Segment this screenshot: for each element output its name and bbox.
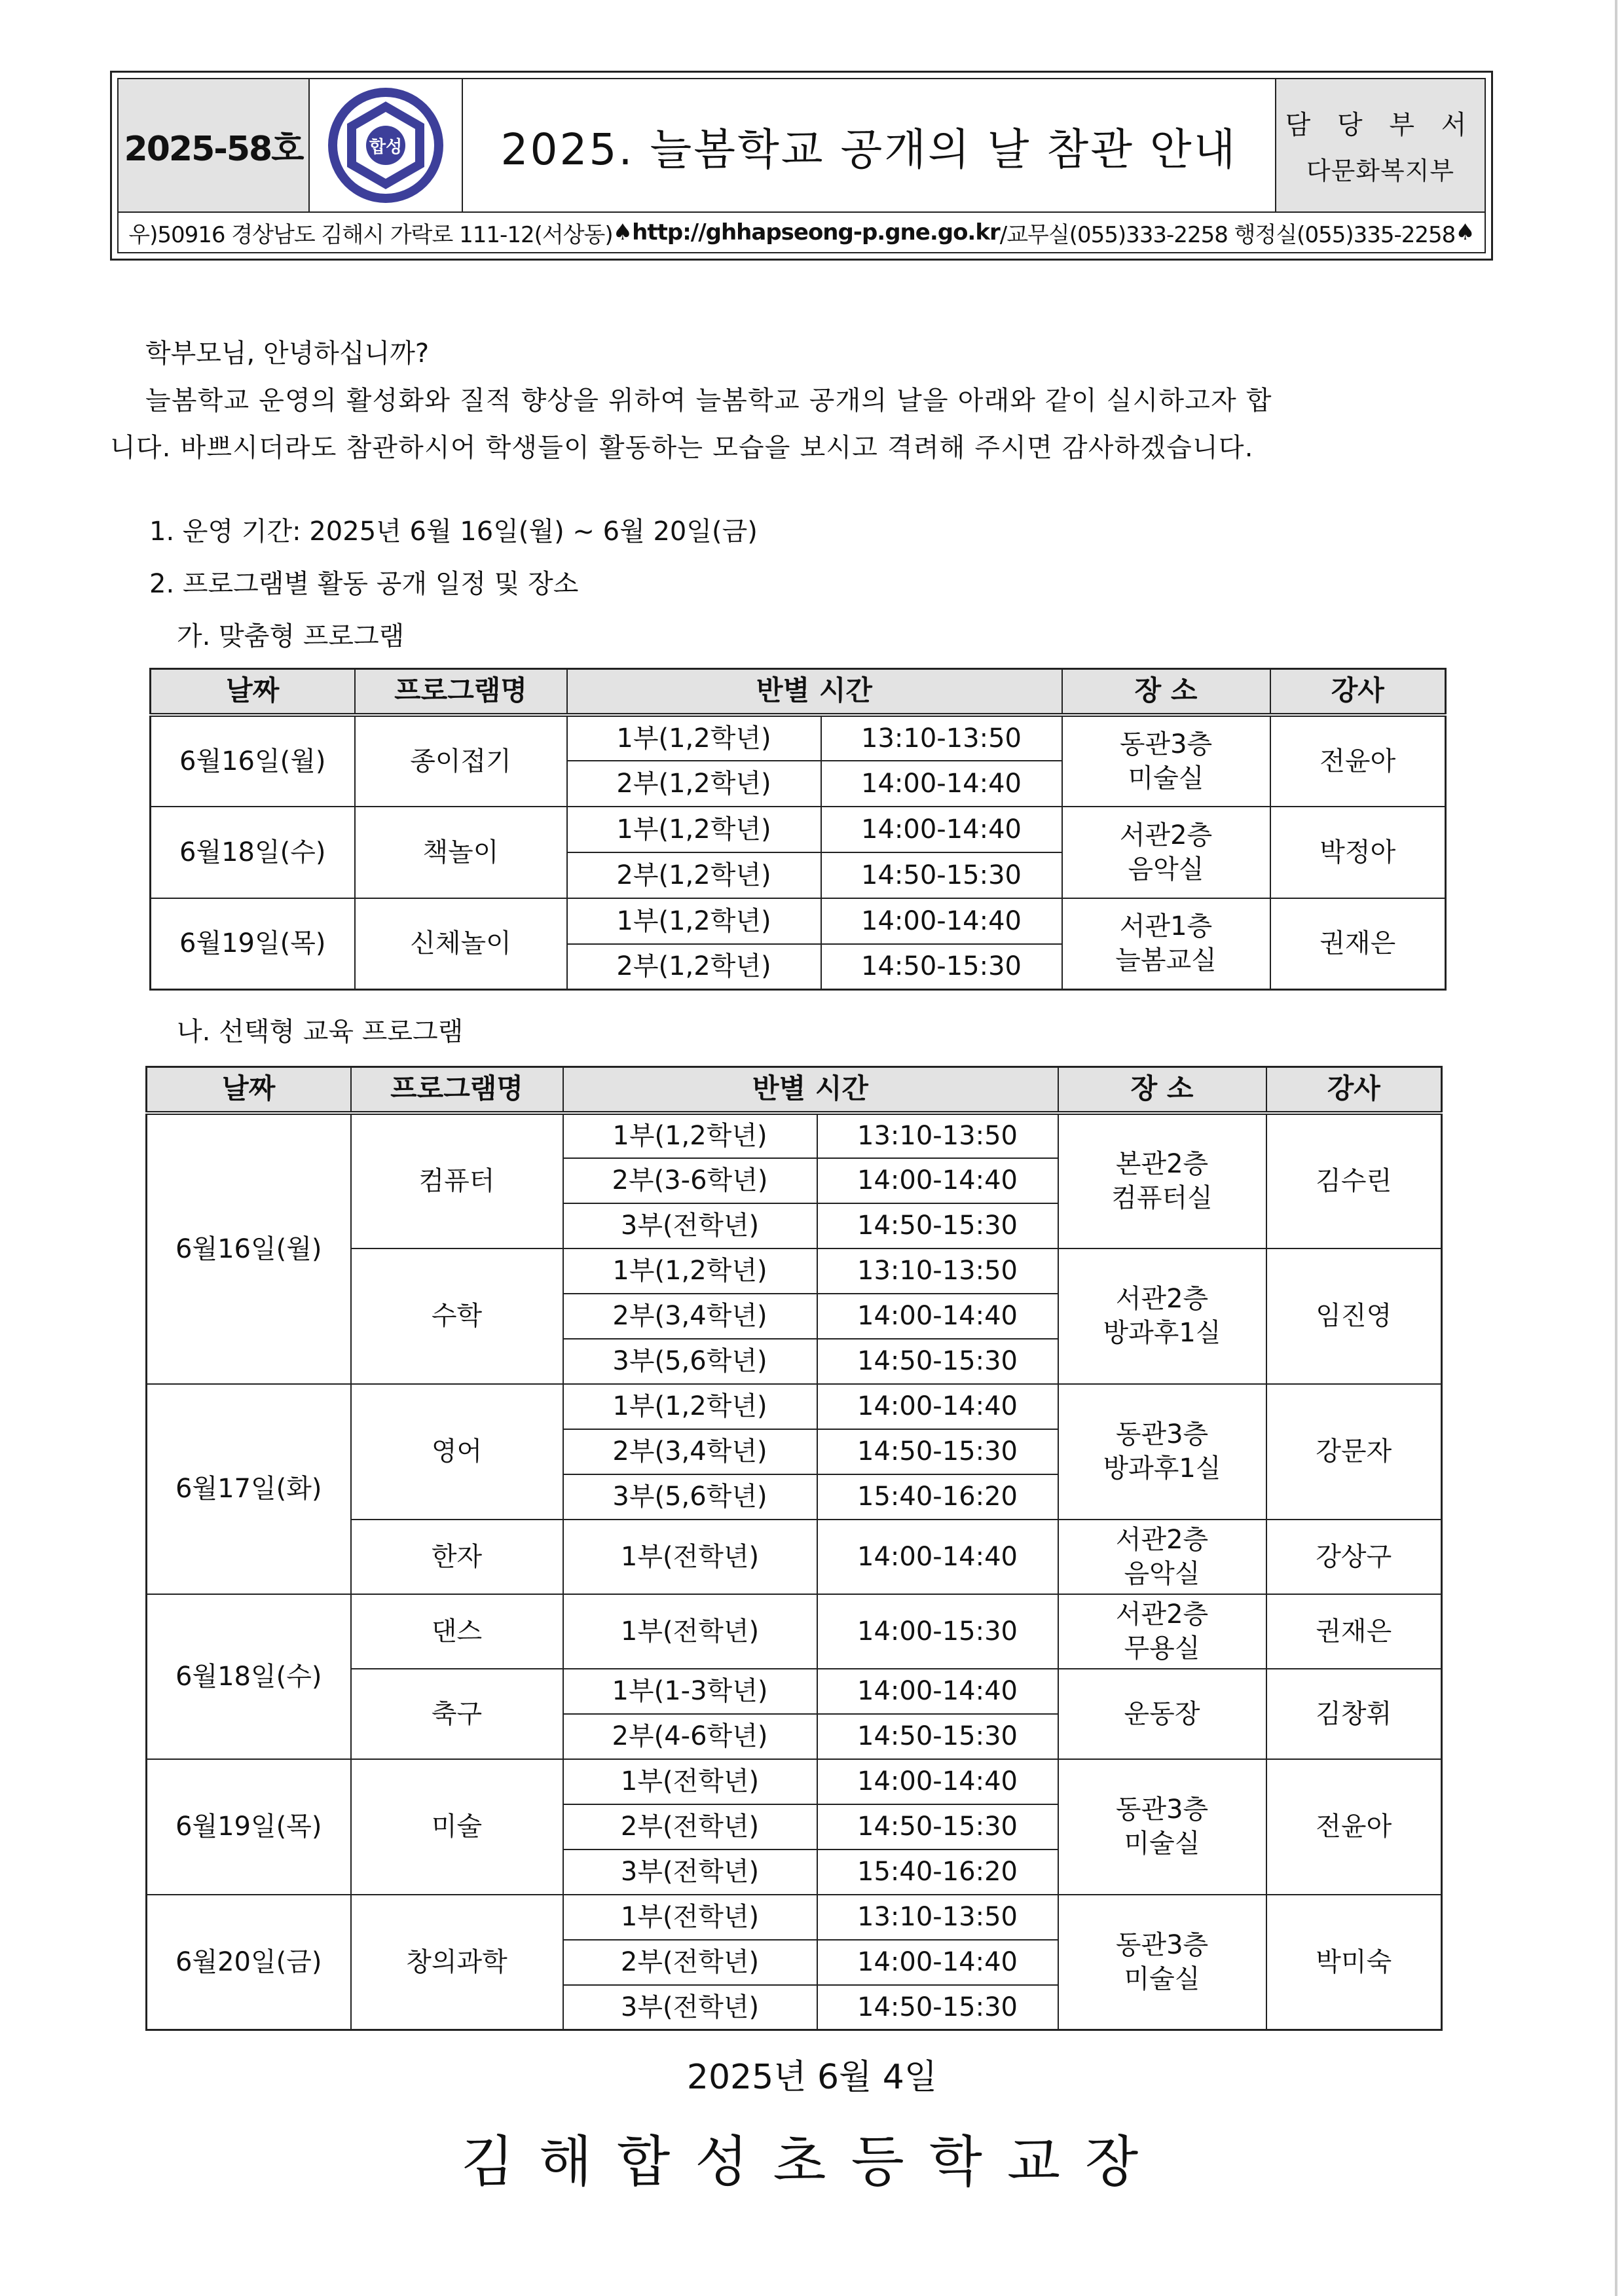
school-logo <box>310 79 463 211</box>
time-cell: 13:10-13:50 <box>817 1248 1058 1294</box>
place-cell: 동관3층 미술실 <box>1058 1895 1266 2030</box>
place-cell: 동관3층 방과후1실 <box>1058 1384 1266 1520</box>
logo-text: 합성 <box>369 137 403 157</box>
program-cell: 신체놀이 <box>355 898 567 990</box>
principal-signature: 김해합성초등학교장 <box>460 2130 1164 2194</box>
header-program: 프로그램명 <box>351 1067 563 1113</box>
date-cell: 6월19일(목) <box>147 1759 351 1895</box>
time-cell: 14:00-14:40 <box>817 1158 1058 1203</box>
time-cell: 14:50-15:30 <box>817 1714 1058 1759</box>
time-cell: 13:10-13:50 <box>817 1895 1058 1940</box>
teacher-cell: 임진영 <box>1266 1248 1442 1384</box>
time-cell: 14:50-15:30 <box>821 852 1062 898</box>
class-cell: 2부(3-6학년) <box>563 1158 817 1203</box>
class-cell: 1부(1,2학년) <box>567 715 821 761</box>
contact-line <box>119 213 1485 252</box>
table-row <box>147 1594 1442 1669</box>
time-cell: 13:10-13:50 <box>821 715 1062 761</box>
spade-icon: ♠ <box>612 219 633 246</box>
class-cell: 2부(1,2학년) <box>567 852 821 898</box>
date-cell: 6월16일(월) <box>151 715 355 807</box>
teacher-cell: 박정아 <box>1270 807 1446 898</box>
program-cell: 창의과학 <box>351 1895 563 2030</box>
class-cell: 1부(전학년) <box>563 1520 817 1594</box>
class-cell: 2부(1,2학년) <box>567 944 821 990</box>
date-cell: 6월19일(목) <box>151 898 355 990</box>
time-cell: 15:40-16:20 <box>817 1474 1058 1520</box>
class-cell: 2부(3,4학년) <box>563 1429 817 1474</box>
greeting: 학부모님, 안녕하십니까? <box>145 338 430 369</box>
table-row <box>151 807 1446 852</box>
table-row <box>147 1113 1442 1158</box>
class-cell: 3부(전학년) <box>563 1203 817 1248</box>
subheading-custom-program: 가. 맞춤형 프로그램 <box>177 621 405 651</box>
class-cell: 3부(전학년) <box>563 1850 817 1895</box>
header-program: 프로그램명 <box>355 669 567 715</box>
place-cell: 동관3층 미술실 <box>1062 715 1270 807</box>
class-cell: 1부(전학년) <box>563 1759 817 1804</box>
time-cell: 15:40-16:20 <box>817 1850 1058 1895</box>
document-number: 2025-58호 <box>119 79 310 211</box>
program-cell: 컴퓨터 <box>351 1113 563 1248</box>
date-cell: 6월16일(월) <box>147 1113 351 1384</box>
time-cell: 14:50-15:30 <box>817 1203 1058 1248</box>
intro-line-1: 늘봄학교 운영의 활성화와 질적 향상을 위하여 늘봄학교 공개의 날을 아래와 같이 실시하고자 합 <box>145 386 1272 416</box>
teacher-cell: 김창휘 <box>1266 1669 1442 1759</box>
spade-icon: ♠ <box>1455 219 1475 246</box>
time-cell: 14:50-15:30 <box>821 944 1062 990</box>
class-cell: 2부(3,4학년) <box>563 1294 817 1339</box>
teacher-cell: 박미숙 <box>1266 1895 1442 2030</box>
place-cell: 서관1층 늘봄교실 <box>1062 898 1270 990</box>
class-cell: 1부(1,2학년) <box>563 1248 817 1294</box>
class-cell: 1부(전학년) <box>563 1594 817 1669</box>
place-cell: 운동장 <box>1058 1669 1266 1759</box>
program-cell: 종이접기 <box>355 715 567 807</box>
class-cell: 2부(1,2학년) <box>567 761 821 807</box>
time-cell: 14:00-15:30 <box>817 1594 1058 1669</box>
table-row <box>151 715 1446 761</box>
place-cell: 동관3층 미술실 <box>1058 1759 1266 1895</box>
class-cell: 2부(전학년) <box>563 1804 817 1850</box>
department-name: 다문화복지부 <box>1306 156 1455 185</box>
class-cell: 1부(1,2학년) <box>563 1384 817 1429</box>
date-cell: 6월20일(금) <box>147 1895 351 2030</box>
teacher-cell: 전윤아 <box>1266 1759 1442 1895</box>
table-row <box>147 1759 1442 1804</box>
date-cell: 6월18일(수) <box>151 807 355 898</box>
header-time: 반별 시간 <box>567 669 1062 715</box>
department-box <box>1276 79 1485 211</box>
page-edge <box>1615 0 1617 2296</box>
time-cell: 14:00-14:40 <box>817 1520 1058 1594</box>
time-cell: 14:00-14:40 <box>821 761 1062 807</box>
teacher-cell: 권재은 <box>1270 898 1446 990</box>
time-cell: 14:50-15:30 <box>817 1985 1058 2030</box>
intro-line-2: 니다. 바쁘시더라도 참관하시어 학생들이 활동하는 모습을 보시고 격려해 주시면 감사하겠습니다. <box>110 433 1254 463</box>
time-cell: 13:10-13:50 <box>817 1113 1058 1158</box>
class-cell: 2부(전학년) <box>563 1940 817 1985</box>
header-teacher: 강사 <box>1270 669 1446 715</box>
place-cell: 서관2층 무용실 <box>1058 1594 1266 1669</box>
program-cell: 한자 <box>351 1520 563 1594</box>
program-cell: 축구 <box>351 1669 563 1759</box>
issue-date: 2025년 6월 4일 <box>686 2058 938 2097</box>
header-time: 반별 시간 <box>563 1067 1058 1113</box>
school-address: 우)50916 경상남도 김해시 가락로 111-12(서상동) <box>128 221 613 248</box>
time-cell: 14:00-14:40 <box>817 1384 1058 1429</box>
table-row <box>147 1895 1442 1940</box>
class-cell: 2부(4-6학년) <box>563 1714 817 1759</box>
header-date: 날짜 <box>151 669 355 715</box>
time-cell: 14:50-15:30 <box>817 1429 1058 1474</box>
program-cell: 책놀이 <box>355 807 567 898</box>
class-cell: 1부(1-3학년) <box>563 1669 817 1714</box>
item-period: 1. 운영 기간: 2025년 6월 16일(월) ~ 6월 20일(금) <box>149 517 758 547</box>
header-place: 장 소 <box>1062 669 1270 715</box>
page-title: 2025. 늘봄학교 공개의 날 참관 안내 <box>463 79 1276 211</box>
table-row <box>151 898 1446 944</box>
elective-program-table <box>145 1066 1443 2031</box>
teacher-cell: 김수린 <box>1266 1113 1442 1248</box>
teacher-cell: 권재은 <box>1266 1594 1442 1669</box>
custom-program-table <box>149 668 1447 991</box>
header-place: 장 소 <box>1058 1067 1266 1113</box>
class-cell: 3부(5,6학년) <box>563 1474 817 1520</box>
time-cell: 14:00-14:40 <box>817 1759 1058 1804</box>
class-cell: 1부(전학년) <box>563 1895 817 1940</box>
teacher-cell: 강상구 <box>1266 1520 1442 1594</box>
school-url-link[interactable]: http://ghhapseong-p.gne.go.kr <box>632 219 1000 246</box>
subheading-elective-program: 나. 선택형 교육 프로그램 <box>177 1017 464 1047</box>
program-cell: 수학 <box>351 1248 563 1384</box>
department-label: 담 당 부 서 <box>1285 110 1476 140</box>
program-cell: 댄스 <box>351 1594 563 1669</box>
time-cell: 14:00-14:40 <box>817 1669 1058 1714</box>
date-cell: 6월17일(화) <box>147 1384 351 1594</box>
teacher-cell: 강문자 <box>1266 1384 1442 1520</box>
date-cell: 6월18일(수) <box>147 1594 351 1759</box>
time-cell: 14:00-14:40 <box>817 1940 1058 1985</box>
time-cell: 14:00-14:40 <box>821 898 1062 944</box>
phone-numbers: /교무실(055)333-2258 행정실(055)335-2258 <box>999 221 1456 248</box>
table-row <box>147 1384 1442 1429</box>
time-cell: 14:00-14:40 <box>817 1294 1058 1339</box>
place-cell: 본관2층 컴퓨터실 <box>1058 1113 1266 1248</box>
time-cell: 14:00-14:40 <box>821 807 1062 852</box>
time-cell: 14:50-15:30 <box>817 1339 1058 1384</box>
class-cell: 3부(전학년) <box>563 1985 817 2030</box>
class-cell: 1부(1,2학년) <box>567 807 821 852</box>
document-header <box>110 71 1493 261</box>
class-cell: 3부(5,6학년) <box>563 1339 817 1384</box>
class-cell: 1부(1,2학년) <box>563 1113 817 1158</box>
teacher-cell: 전윤아 <box>1270 715 1446 807</box>
program-cell: 영어 <box>351 1384 563 1520</box>
place-cell: 서관2층 음악실 <box>1062 807 1270 898</box>
header-date: 날짜 <box>147 1067 351 1113</box>
item-schedule: 2. 프로그램별 활동 공개 일정 및 장소 <box>149 569 579 599</box>
program-cell: 미술 <box>351 1759 563 1895</box>
school-emblem-icon <box>325 84 447 206</box>
class-cell: 1부(1,2학년) <box>567 898 821 944</box>
header-teacher: 강사 <box>1266 1067 1442 1113</box>
place-cell: 서관2층 음악실 <box>1058 1520 1266 1594</box>
time-cell: 14:50-15:30 <box>817 1804 1058 1850</box>
place-cell: 서관2층 방과후1실 <box>1058 1248 1266 1384</box>
